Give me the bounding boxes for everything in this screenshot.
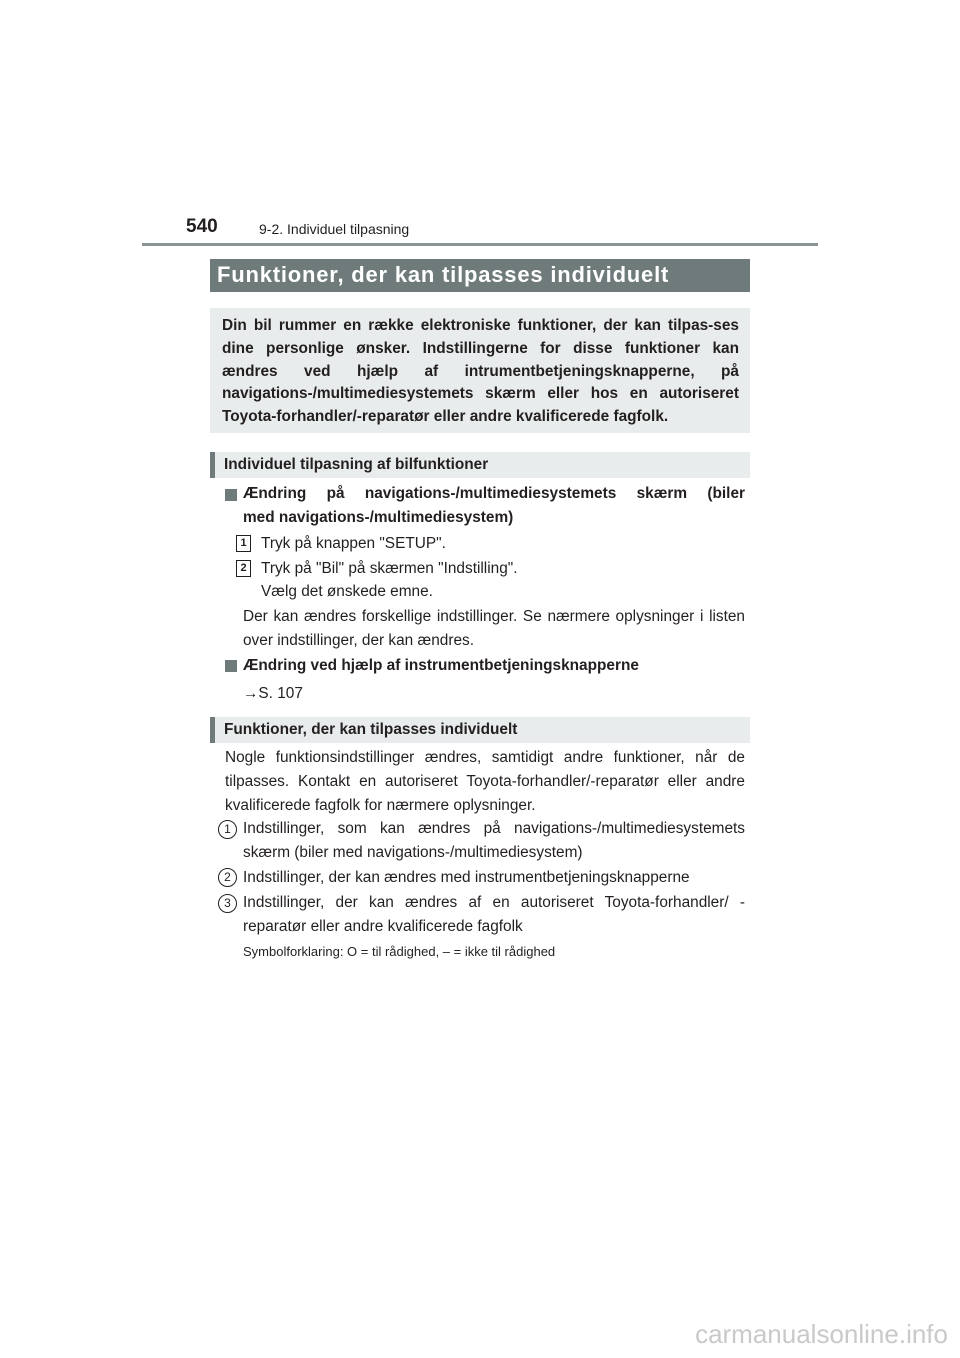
square-bullet-icon — [225, 489, 237, 501]
step-1-text: Tryk på knappen "SETUP". — [261, 535, 446, 552]
section-heading-bilfunktioner — [210, 452, 750, 478]
heading-accent-bar — [210, 717, 215, 743]
intro-text: Din bil rummer en række elektroniske funktioner, der kan tilpas-ses dine personlige ønsker. Indstillingerne for disse funktioner kan ændres ved hjælp af intrumentbetjeningsknapperne, på navigations-/multimediesystemets skærm eller hos en autoriseret Toyota-forhandler/-reparatør eller andre kvalificerede fagfolk. — [222, 317, 739, 426]
page-number: 540 — [186, 216, 218, 237]
square-bullet-icon — [225, 660, 237, 672]
list-item: Indstillinger, som kan ændres på navigations-/multimediesystemets skærm (biler med navigations-/multimediesystem) — [243, 820, 745, 861]
header-divider — [142, 243, 818, 246]
section2-paragraph: Nogle funktionsindstillinger ændres, samtidigt andre funktioner, når de tilpasses. Kontakt en autoriseret Toyota-forhandler/-reparatør eller andre kvalificerede fagfolk for nærmere oplysninger. — [225, 749, 745, 814]
section-heading-text: Funktioner, der kan tilpasses individuelt — [224, 721, 518, 738]
step-number-box: 2 — [236, 560, 251, 577]
circled-number-3: 3 — [218, 894, 237, 913]
item1-title-line2: med navigations-/multimediesystem) — [243, 509, 514, 526]
item1-note: Der kan ændres forskellige indstillinger. Se nærmere oplysninger i listen over indstillinger, der kan ændres. — [243, 608, 745, 649]
heading-accent-bar — [210, 452, 215, 478]
page-reference: →S. 107 — [243, 685, 303, 702]
circled-number-1: 1 — [218, 820, 237, 839]
item2-title: Ændring ved hjælp af instrumentbetjeningsknapperne — [243, 657, 639, 674]
section-breadcrumb: 9-2. Individuel tilpasning — [259, 221, 410, 237]
item1-title-line1: Ændring på navigations-/multimediesystemets skærm (biler — [243, 485, 745, 502]
section-heading-funktioner — [210, 717, 750, 743]
watermark: carmanualsonline.info — [695, 1319, 948, 1349]
symbol-legend: Symbolforklaring: O = til rådighed, – = ikke til rådighed — [243, 944, 556, 959]
circled-number-2: 2 — [218, 868, 237, 887]
list-item: Indstillinger, der kan ændres med instrumentbetjeningsknapperne — [243, 869, 690, 886]
step-number-box: 1 — [236, 535, 251, 552]
step-2-text: Tryk på "Bil" på skærmen "Indstilling". — [261, 560, 518, 577]
page-title: Funktioner, der kan tilpasses individuelt — [217, 262, 670, 287]
section-heading-text: Individuel tilpasning af bilfunktioner — [224, 456, 489, 473]
step-2-subtext: Vælg det ønskede emne. — [261, 583, 433, 600]
list-item: Indstillinger, der kan ændres af en autoriseret Toyota-forhandler/ -reparatør eller andre kvalificerede fagfolk — [243, 894, 745, 935]
